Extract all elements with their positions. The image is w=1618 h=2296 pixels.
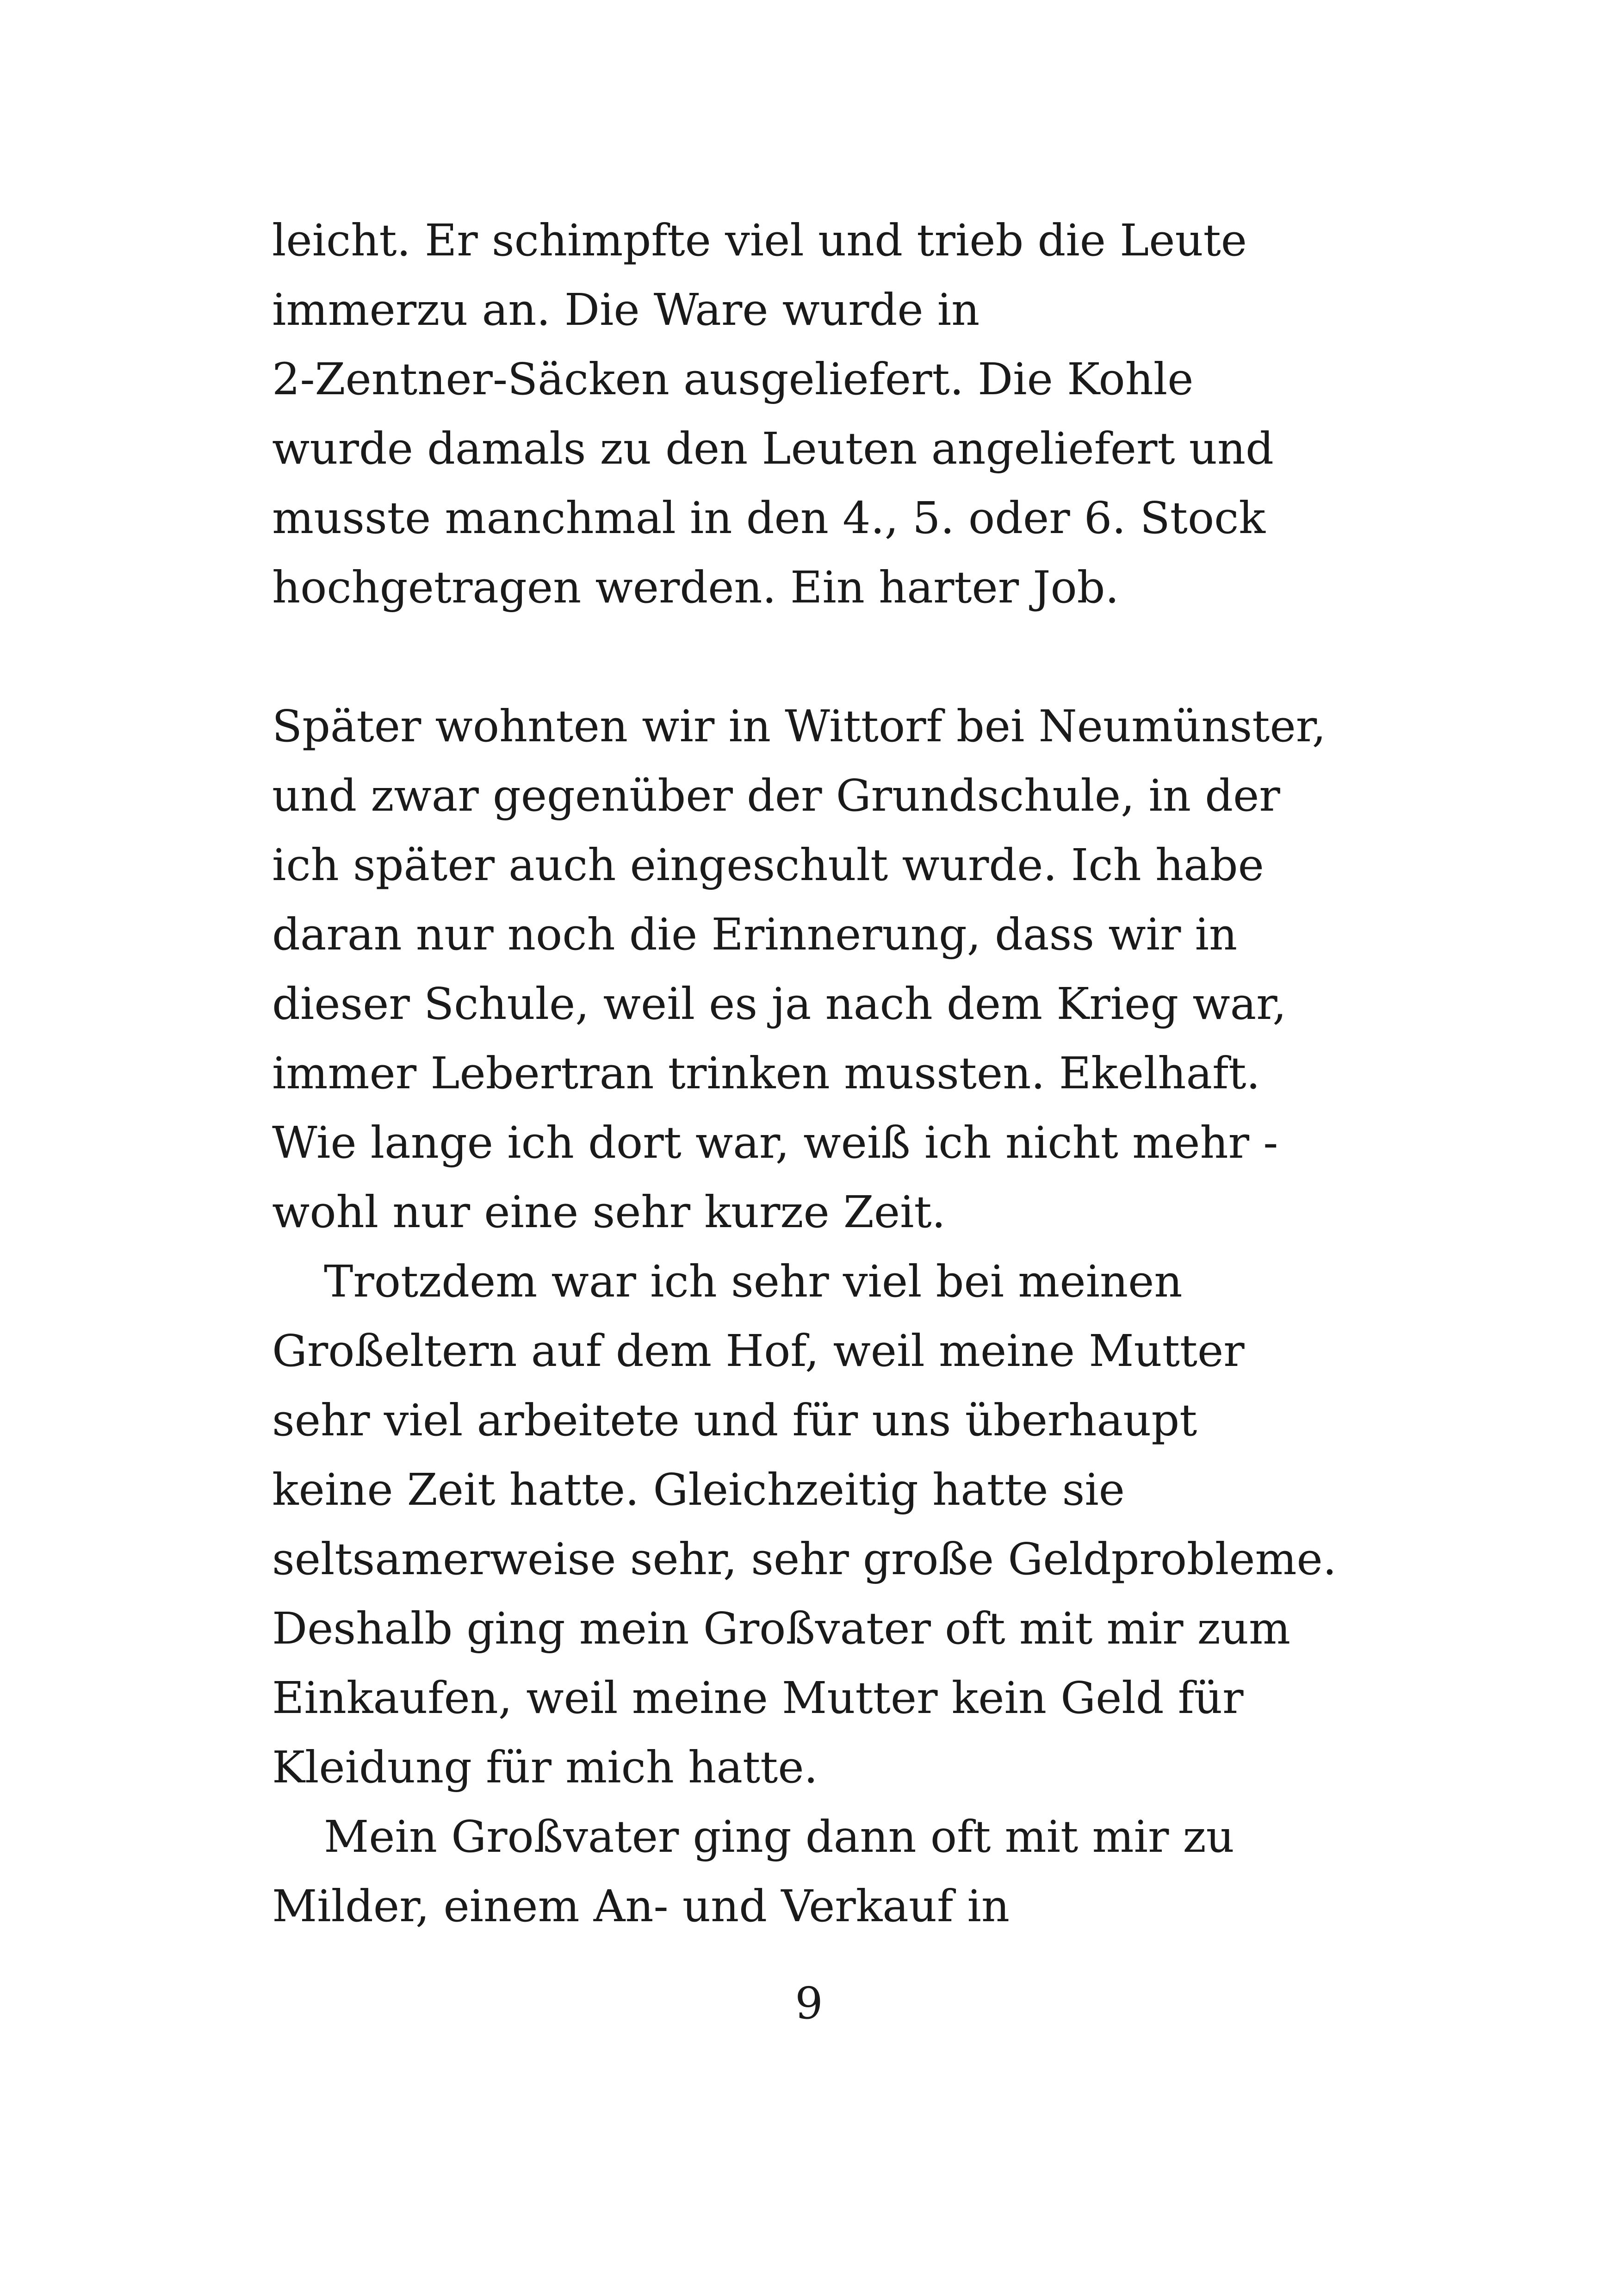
text-line: Trotzdem war ich sehr viel bei meinen — [324, 1256, 1183, 1307]
text-line: Wie lange ich dort war, weiß ich nicht mehr - — [272, 1117, 1278, 1168]
text-line: Milder, einem An- und Verkauf in — [272, 1881, 1010, 1932]
text-line: und zwar gegenüber der Grundschule, in der — [272, 770, 1280, 821]
text-line: keine Zeit hatte. Gleichzeitig hatte sie — [272, 1464, 1125, 1515]
page-number: 9 — [795, 1978, 823, 2029]
text-line: immerzu an. Die Ware wurde in — [272, 285, 980, 335]
text-line: Mein Großvater ging dann oft mit mir zu — [324, 1812, 1234, 1862]
text-line: daran nur noch die Erinnerung, dass wir in — [272, 909, 1238, 960]
body-text — [272, 206, 1392, 1941]
text-line: Großeltern auf dem Hof, weil meine Mutter — [272, 1326, 1245, 1377]
text-line: musste manchmal in den 4., 5. oder 6. Stock — [272, 493, 1265, 544]
text-line: wurde damals zu den Leuten angeliefert und — [272, 423, 1274, 474]
text-line: immer Lebertran trinken mussten. Ekelhaft. — [272, 1048, 1260, 1099]
text-line: Später wohnten wir in Wittorf bei Neumünster, — [272, 701, 1326, 752]
text-line: ich später auch eingeschult wurde. Ich habe — [272, 840, 1264, 891]
paragraph — [272, 206, 1392, 622]
text-line: hochgetragen werden. Ein harter Job. — [272, 562, 1119, 613]
text-line: seltsamerweise sehr, sehr große Geldprobleme. — [272, 1534, 1337, 1585]
paragraph — [272, 1802, 1392, 1941]
paragraph-gap — [272, 622, 1392, 692]
text-line: sehr viel arbeitete und für uns überhaupt — [272, 1395, 1197, 1446]
text-line: 2-Zentner-Säcken ausgeliefert. Die Kohle — [272, 354, 1194, 405]
text-line: Kleidung für mich hatte. — [272, 1742, 818, 1793]
text-line: Einkaufen, weil meine Mutter kein Geld für — [272, 1673, 1244, 1724]
paragraph — [272, 1247, 1392, 1802]
text-line: Deshalb ging mein Großvater oft mit mir zum — [272, 1603, 1291, 1654]
text-line: wohl nur eine sehr kurze Zeit. — [272, 1187, 946, 1238]
text-line: leicht. Er schimpfte viel und trieb die Leute — [272, 215, 1247, 266]
text-line: dieser Schule, weil es ja nach dem Krieg war, — [272, 979, 1287, 1030]
paragraph — [272, 692, 1392, 1247]
